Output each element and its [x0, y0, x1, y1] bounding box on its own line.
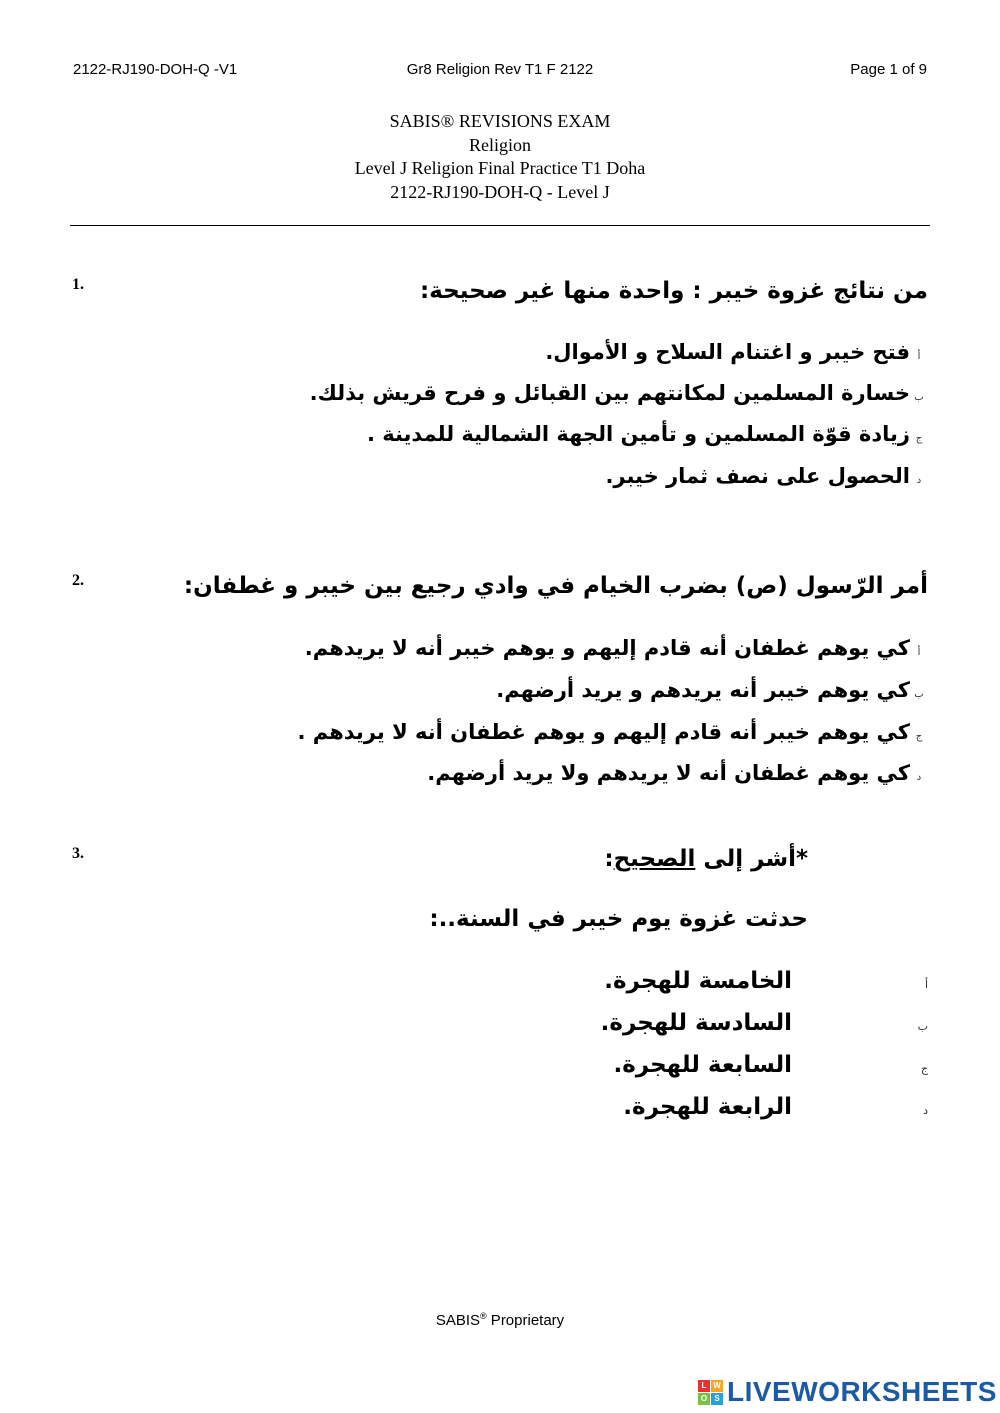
option-letter: ج — [915, 433, 923, 444]
option-letter: ب — [914, 689, 924, 700]
question-2-option-b[interactable] — [496, 678, 928, 702]
footer-registered-mark: ® — [480, 1311, 487, 1321]
option-letter: ج — [915, 731, 923, 742]
footer-proprietary — [0, 1311, 1000, 1329]
exam-title: SABIS® REVISIONS EXAM — [389, 111, 611, 131]
exam-code: 2122-RJ190-DOH-Q - Level J — [390, 181, 610, 202]
question-2-stem: أمر الرّسول (ص) بضرب الخيام في وادي رجيع بين خيبر و غطفان: — [183, 573, 928, 599]
option-letter: أ — [917, 647, 921, 658]
option-text: كي يوهم غطفان أنه قادم إليهم و يوهم خيبر أنه لا يريدهم. — [304, 636, 910, 660]
option-text: كي يوهم خيبر أنه قادم إليهم و يوهم غطفان أنه لا يريدهم . — [297, 720, 910, 744]
page-number: Page 1 of 9 — [850, 61, 927, 78]
option-letter: د — [916, 475, 922, 486]
question-3-number: 3. — [72, 845, 84, 862]
question-1-option-d[interactable] — [605, 464, 928, 488]
question-3-option-b[interactable]: السادسة للهجرة. — [600, 1010, 792, 1036]
option-letter: ب — [914, 392, 924, 403]
liveworksheets-wordmark: LIVEWORKSHEETS — [727, 1376, 997, 1407]
option-text: فتح خيبر و اغتنام السلاح و الأموال. — [545, 340, 910, 364]
question-1-option-a[interactable] — [545, 340, 928, 364]
exam-title-block — [0, 110, 1000, 204]
liveworksheets-logo-icon — [698, 1380, 723, 1405]
question-2-number: 2. — [72, 572, 84, 589]
question-3-option-a[interactable]: الخامسة للهجرة. — [604, 968, 792, 994]
header-divider — [70, 225, 930, 226]
question-3-option-d-letter: د — [923, 1104, 928, 1117]
instruction-suffix: : — [604, 846, 614, 872]
option-text: كي يوهم غطفان أنه لا يريدهم ولا يريد أرضهم. — [427, 761, 910, 785]
option-text: كي يوهم خيبر أنه يريدهم و يريد أرضهم. — [496, 678, 910, 702]
question-3-option-c[interactable]: السابعة للهجرة. — [613, 1052, 792, 1078]
logo-tile: L — [698, 1380, 710, 1392]
doc-code-left: 2122-RJ190-DOH-Q -V1 — [73, 61, 238, 78]
question-2-option-a[interactable] — [305, 636, 928, 660]
question-3-instruction — [604, 846, 808, 872]
question-2-option-d[interactable] — [427, 761, 928, 785]
option-text: خسارة المسلمين لمكانتهم بين القبائل و فرح قريش بذلك. — [309, 381, 910, 405]
logo-tile: S — [711, 1393, 723, 1405]
instruction-prefix: *أشر إلى — [695, 846, 808, 872]
question-2-option-c[interactable] — [297, 720, 928, 744]
exam-level: Level J Religion Final Practice T1 Doha — [354, 158, 646, 178]
logo-tile: W — [711, 1380, 723, 1392]
option-letter: د — [916, 772, 922, 783]
logo-tile: O — [698, 1393, 710, 1405]
doc-title-center: Gr8 Religion Rev T1 F 2122 — [406, 61, 594, 78]
question-3-stem: حدثت غزوة يوم خيبر في السنة..: — [429, 906, 808, 932]
question-3-option-c-letter: ج — [920, 1062, 928, 1075]
question-3-option-b-letter: ب — [917, 1020, 928, 1033]
question-1-option-c[interactable] — [367, 422, 928, 446]
question-3-option-a-letter: أ — [924, 978, 928, 991]
footer-suffix: Proprietary — [486, 1312, 565, 1329]
exam-subject: Religion — [469, 134, 531, 155]
option-letter: أ — [917, 351, 921, 362]
option-text: زيادة قوّة المسلمين و تأمين الجهة الشمالية للمدينة . — [366, 422, 910, 446]
question-1-stem: من نتائج غزوة خيبر : واحدة منها غير صحيحة: — [419, 278, 928, 304]
option-text: الحصول على نصف ثمار خيبر. — [605, 464, 910, 488]
footer-brand: SABIS — [435, 1312, 480, 1329]
liveworksheets-brand — [698, 1376, 997, 1408]
question-1-option-b[interactable] — [310, 381, 928, 405]
question-3-option-d[interactable]: الرابعة للهجرة. — [623, 1094, 792, 1120]
instruction-underlined: الصحيح — [613, 846, 696, 872]
question-1-number: 1. — [72, 276, 84, 293]
